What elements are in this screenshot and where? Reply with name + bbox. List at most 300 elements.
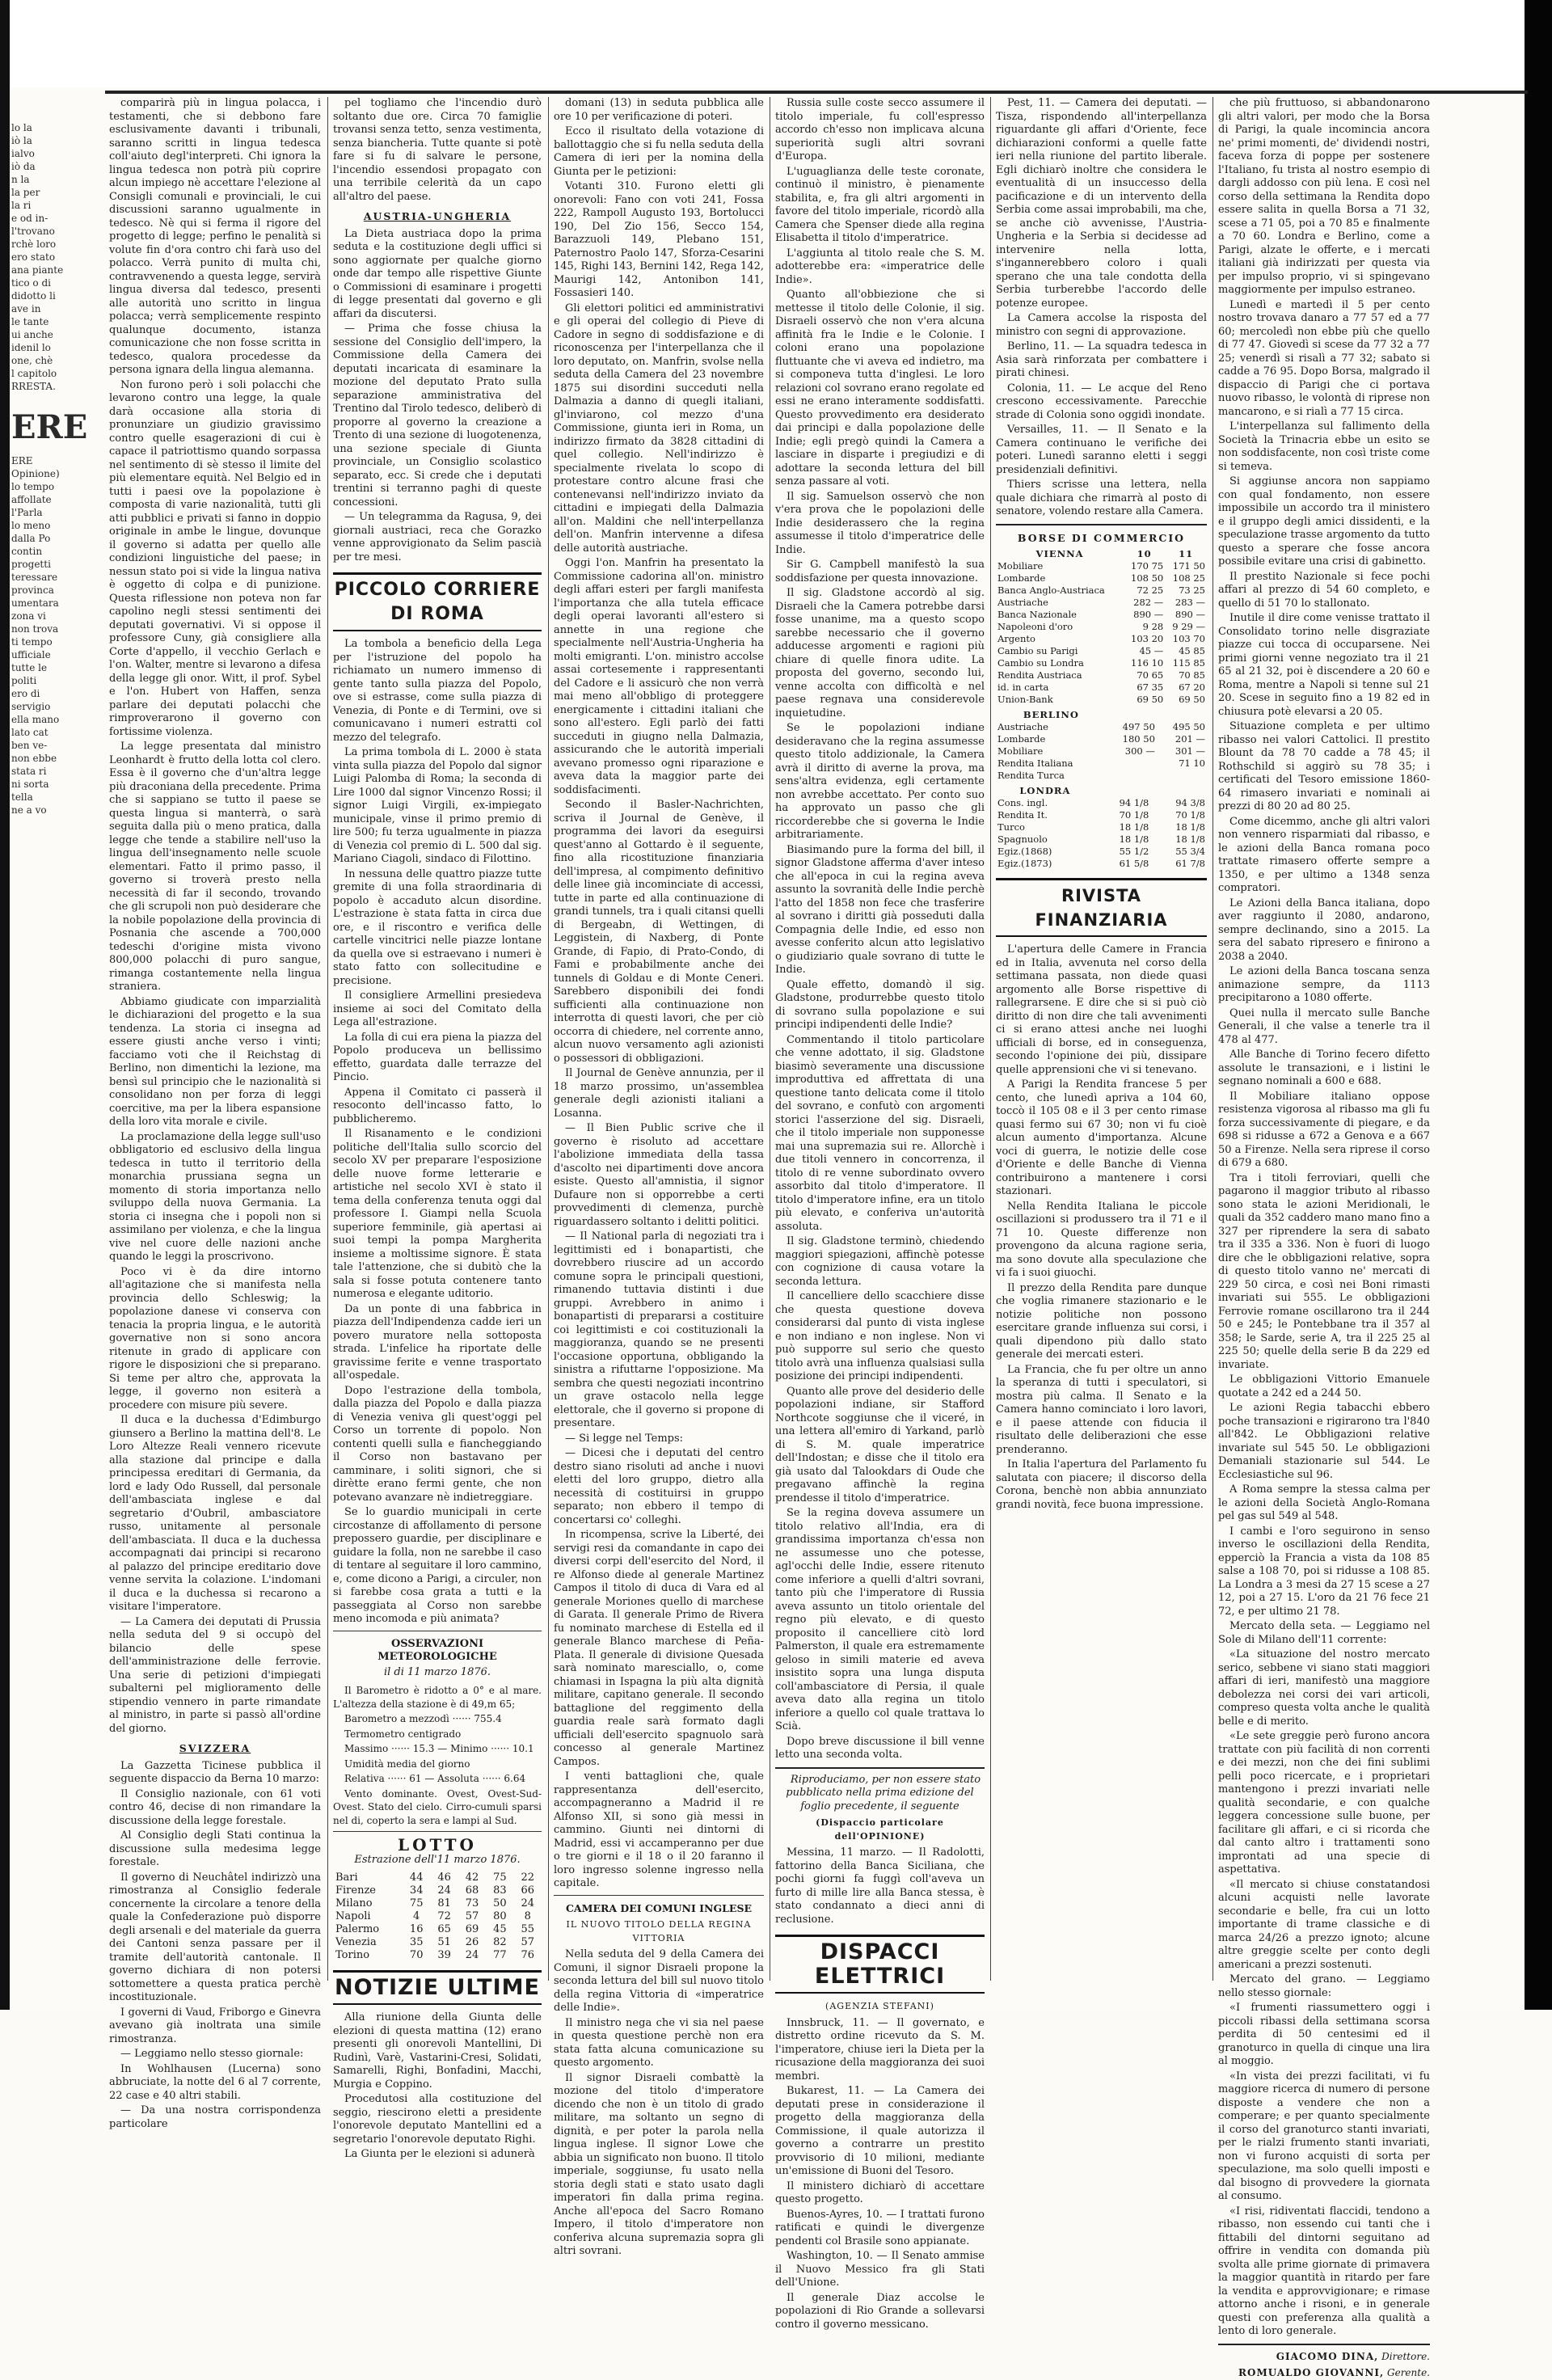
- section-heading-piccolo-corriere: PICCOLO CORRIERE DI ROMA: [333, 572, 542, 631]
- article-paragraph: La tombola a beneficio della Lega per l'istruzione del popolo ha richiamato un numero immenso di gente tanto sulla piazza del Popolo, ove si estrasse, come sulla piazza di Venezia, di Ponte e di Termini, ove si comunicavano i numeri estratti col mezzo del telegrafo.: [333, 638, 542, 744]
- article-paragraph: Inutile il dire come venisse trattato il Consolidato torino nelle disgraziate piazze cui tocca di occuparsene. Nei primi giorni venne negoziato tra il 21 65 al 21 32, poi è discendere a 20 60 e Roma, mentre a Napoli si tenne sul 21 20. Scese in seguito fino a 19 82 ed in chiusura potè elevarsi a 20 05.: [1218, 612, 1430, 718]
- article-paragraph: La Gazzetta Ticinese pubblica il seguente dispaccio da Berna 10 marzo:: [109, 1759, 321, 1785]
- article-paragraph: — Dicesi che i deputati del centro destro siano risoluti ad anche i nuovi eletti del loro gruppo, dietro alla necessità di costituirsi in gruppo separato; non ebbero il tempo di concertarsi co' colleghi.: [554, 1447, 764, 1526]
- column-3: [554, 97, 764, 2257]
- column-separator: [990, 97, 991, 1981]
- column-5: [996, 97, 1207, 1981]
- fragment-line: provinca: [11, 584, 54, 596]
- borsa-quote: 45 —: [1139, 645, 1164, 656]
- borsa-row: [996, 757, 1207, 770]
- borsa-quote: 69 50: [1137, 694, 1164, 705]
- borsa-security: Lombarde: [997, 733, 1046, 745]
- right-binding-edge: [1525, 0, 1552, 2010]
- camera-articles: [554, 1948, 764, 2259]
- article-paragraph: Dopo breve discussione il bill venne letto una seconda volta.: [775, 1735, 985, 1761]
- lotto-number: 22: [521, 1872, 535, 1884]
- article-paragraph: — Un telegramma da Ragusa, 9, dei giornali austriaci, reca che Gorazko venne approvigionato da Selim pascià per tre mesi.: [333, 511, 542, 563]
- article-paragraph: «La situazione del nostro mercato serico, sebbene vi siano stati maggiori affari di ieri, manifestò una maggiore debolezza nei corsi dei vari articoli, compreso questa volta anche le qualità belle e di merito.: [1218, 1648, 1430, 1728]
- fragment-line: zona vi: [11, 610, 46, 622]
- borsa-table-berlino: [996, 709, 1207, 782]
- fragment-line: rchè loro: [11, 238, 57, 250]
- borsa-security: id. in carta: [997, 682, 1049, 693]
- fragment-line: la ri: [11, 200, 32, 211]
- column-1-articles: [109, 97, 321, 1736]
- lotto-city: Napoli: [335, 1910, 371, 1922]
- borsa-security: Egiz.(1868): [997, 846, 1052, 857]
- borsa-row: [996, 733, 1207, 745]
- divider: [554, 1895, 764, 1896]
- article-paragraph: Le Azioni della Banca italiana, dopo aver raggiunto il 2080, andarono, sempre declinando, sino a 2015. La sera del sabato ripresero e finirono a 2038 a 2040.: [1218, 897, 1430, 963]
- divider: [996, 524, 1207, 525]
- borsa-quote: 18 1/8: [1119, 833, 1149, 845]
- lotto-number: 76: [521, 1949, 535, 1961]
- article-paragraph: Lunedì e martedì il 5 per cento nostro trovava danaro a 77 57 ed a 77 60; mercoledì non ebbe più che quello di 77 47. Giovedì si scese da 77 32 a 77 25; venerdì si risalì a 77 32; sabato si cadde a 76 95. Dopo Borsa, malgrado il dispaccio di Parigi che ci portava nuovo ribasso, le volontà di riprese non mancarono, e si rialì a 77 15 circa.: [1218, 298, 1430, 418]
- meteo-heading: OSSERVAZIONI METEOROLOGICHE: [377, 1637, 497, 1663]
- lotto-row: [333, 1936, 542, 1949]
- article-paragraph: La folla di cui era piena la piazza del Popolo produceva un bellissimo effetto, guardata dalle terrazze del Pincio.: [333, 1031, 542, 1083]
- article-paragraph: pel togliamo che l'incendio durò soltanto due ore. Circa 70 famiglie trovansi senza tetto, senza vestimenta, senza biancheria. Tutte quante si potè fare si fu di salvare le persone, l'incendio essendosi propagato con una terribile celerità da un capo all'altro del paese.: [333, 97, 542, 203]
- article-paragraph: Dopo l'estrazione della tombola, dalla piazza del Popolo e dalla piazza di Venezia veniva gli quest'oggi pel Corso un torrente di popolo. Non contenti quelli sulla e fiancheggiando il Corso non bastavano per camminare, i soliti signori, che si dirètte erano fermi gente, che non potevano avanzare nè indietreggiare.: [333, 1384, 542, 1504]
- svizzera-articles: [109, 1760, 321, 2132]
- article-paragraph: «I risi, ridiventati flaccidi, tendono a ribasso, non essendo cui tanti che i fittabili del dintorni seguitano ad offrire in vendita con domanda più svolta alle prime giornate di primavera la maggior quantità in ritardo per fare la vendita e approvvigionare; e rimase attorno anche i risoni, e in generale questi con preferenza alla qualità a lento di loro generale.: [1218, 2205, 1430, 2337]
- article-paragraph: Le azioni Regia tabacchi ebbero poche transazioni e rigirarono tra l'840 all'842. Le Obbligazioni relative invariate sul 545 50. Le obbligazioni Demaniali stazionarie sul 544. Le Ecclesiastiche sul 96.: [1218, 1402, 1430, 1481]
- lotto-city: Firenze: [335, 1884, 377, 1897]
- lotto-number: 72: [437, 1910, 451, 1922]
- borsa-quote: 171 50: [1172, 560, 1205, 572]
- column-separator: [548, 97, 549, 1981]
- borsa-quote: 300 —: [1124, 745, 1155, 757]
- column-6: [1218, 97, 1430, 2378]
- borsa-security: Turco: [997, 821, 1025, 833]
- borsa-security: Cambio su Parigi: [997, 645, 1078, 656]
- article-paragraph: Quei nulla il mercato sulle Banche Generali, il che valse a tenerle tra il 478 al 477.: [1218, 1006, 1430, 1046]
- fragment-line: la per: [11, 187, 40, 198]
- fragment-line: non trova: [11, 623, 59, 635]
- borsa-row: [996, 609, 1207, 621]
- fragment-line: ti tempo: [11, 636, 53, 648]
- fragment-line: progetti: [11, 559, 51, 570]
- lotto-number: 80: [493, 1910, 507, 1922]
- fragment-line: contin: [11, 546, 43, 557]
- borsa-city: BERLINO: [1023, 709, 1079, 720]
- borsa-quote: [1157, 770, 1207, 782]
- article-paragraph: L'interpellanza sul fallimento della Società la Trinacria ebbe un esito se non soddisfacente, non così triste come si temeva.: [1218, 420, 1430, 473]
- borsa-security: Spagnuolo: [997, 833, 1048, 845]
- lotto-number: 51: [437, 1936, 451, 1948]
- article-paragraph: «Le sete greggie però furono ancora trattate con più facilità di non correnti e dei mezzi, non che dei fini sublimi pelli poco ricercate, e i proprietari mantengono i prezzi invariati nelle qualità secondarie, e con qualche leggera concessione sulle buone, per facilitare gli affari, e ci si ricorda che dal canto altro i trattamenti sono improntati ad una specie di aspettativa.: [1218, 1730, 1430, 1876]
- column-3-articles: [554, 125, 764, 1891]
- fragment-line: ERE: [11, 455, 33, 466]
- article-paragraph: In ricompensa, scrive la Liberté, dei servigi resi da comandante in capo dei diversi corpi dell'esercito del Nord, il re Alfonso diede al generale Martinez Campos il titolo di duca di Vara ed al generale Moriones quello di marchese di Garata. Il generale Primo de Rivera fu nominato marchese di Estella ed il generale Blanco marchese di Peña-Plata. Il generale di divisione Quesada sarà nominato maresciallo, o, come chiamasi in Ispagna la più alta dignità militare, capitano generale. Il secondo battaglione del reggimento della guardia reale sarà formato dagli ufficiali dell'esercito spagnuolo sarà concesso al generale Martinez Campos.: [554, 1529, 764, 1768]
- article-paragraph: che più fruttuoso, si abbandonarono gli altri valori, per modo che la Borsa di Parigi, la quale incomincia ancora ne' primi momenti, de' dividendi nostri, faceva forza di poppe per sostenere l'Italiano, fu trista al nostro esempio di dargli addosso con più lena. E così nel corso della settimana la Rendita dopo essere salita in quella Borsa a 71 32, scese a 71 05, poi a 70 85 e finalmente a 70 60. Londra e Berlino, come a Parigi, alzate le offerte, e i mercati italiani già indirizzati per questa via per impulso proprio, vi si spingevano maggiormente per impulso estraneo.: [1218, 97, 1430, 296]
- article-paragraph: L'uguaglianza delle teste coronate, continuò il ministro, è pienamente stabilita, e, fra gli altri argomenti in favore del titolo imperiale, ricordò alla Camera che Spenser diede alla regina Elisabetta il titolo d'imperatrice.: [775, 165, 985, 244]
- borsa-quote: 116 10: [1131, 657, 1164, 669]
- column-1: [109, 97, 321, 2130]
- director-role: Direttore.: [1381, 2350, 1430, 2362]
- article-paragraph: Il governo di Neuchâtel indirizzò una rimostranza al Consiglio federale concernente la circolare a tenore della quale la Confederazione può disporre degli arsenali e del materiale da guerra dei Cantoni senza passare per il tramite dell'autorità cantonale. Il governo dichiara di non potersi sottomettere a questa pratica perchè incostituzionale.: [109, 1871, 321, 2003]
- article-paragraph: Termometro centigrado: [344, 1728, 462, 1740]
- article-paragraph: Bukarest, 11. — La Camera dei deputati prese in considerazione il progetto della maggioranza della Commissione, il quale autorizza il governo a contrarre un prestito provvisorio di 10 milioni, mediante un'emissione di Buoni del Tesoro.: [775, 2085, 985, 2177]
- article-paragraph: Nella Rendita Italiana le piccole oscillazioni si produssero tra il 71 e il 71 10. Queste differenze non provengono da alcuna ragione seria, ma sono dovute alla speculazione che vi fa i suoi giuochi.: [996, 1200, 1207, 1279]
- article-paragraph: Come dicemmo, anche gli altri valori non vennero risparmiati dal ribasso, e le azioni della Banca romana poco trattate rimasero offerte sempre a 1350, e per ultimo a 1348 senza compratori.: [1218, 815, 1430, 894]
- article-paragraph: — Da una nostra corrispondenza particolare: [109, 2104, 321, 2130]
- borsa-row: [996, 745, 1207, 757]
- fragment-line: umentara: [11, 597, 59, 609]
- article-paragraph: Da un ponte di una fabbrica in piazza dell'Indipendenza cadde ieri un povero muratore nella sottoposta strada. L'infelice ha riportate delle gravissime ferite e venne trasportato all'ospedale.: [333, 1302, 542, 1382]
- lotto-table: [333, 1872, 542, 1962]
- borsa-row: [996, 682, 1207, 694]
- borsa-quote: 283 —: [1175, 597, 1205, 608]
- fragment-line: one, chè: [11, 355, 53, 366]
- article-paragraph: L'aggiunta al titolo reale che S. M. adotterebbe era: «imperatrice delle Indie».: [775, 247, 985, 286]
- lotto-city: Torino: [335, 1949, 370, 1961]
- article-paragraph: Quanto alle prove del desiderio delle popolazioni indiane, sir Stafford Northcote soggiunse che il viceré, in una lettera all'emiro di Yarkand, parlò di S. M. quale imperatrice dell'Indostan; e disse che il titolo era già usato dal Talookdars di Oude che pregavano affinchè la regina prendesse il titolo d'imperatrice.: [775, 1385, 985, 1504]
- borsa-quote: 282 —: [1133, 597, 1164, 608]
- article-paragraph: Il Risanamento e le condizioni politiche dell'Italia sullo scorcio del secolo XV per preparare l'esposizione delle nuove forme letterarie e artistiche nel secolo XVI è stato il tema della conferenza tenuta oggi dal professore I. Giampi nella Scuola superiore femminile, già apertasi ai suoi tempi la pompa Margherita insieme a moltissime signore. È stata tale l'attenzione, che si dubitò che la sala si fosse potuta contenere tanto numerosa e elegante uditorio.: [333, 1128, 542, 1300]
- article-paragraph: Alla riunione della Giunta delle elezioni di questa mattina (12) erano presenti gli onorevoli Mantellini, Di Rudinì, Varè, Vastarini-Cresi, Solidati, Samarelli, Righi, Bonfadini, Macchi, Murgia e Coppino.: [333, 2011, 542, 2091]
- lotto-row: [333, 1884, 542, 1897]
- section-heading-austria: AUSTRIA-UNGHERIA: [363, 210, 512, 222]
- fragment-line: e od in-: [11, 213, 48, 224]
- article-paragraph: — Il National parla di negoziati tra i legittimisti ed i bonapartisti, che dovrebbero riuscire ad un accordo comune sopra le principali questioni, rimanendo tuttavia distinti i due gruppi. Avrebbero in animo i bonapartisti di prepararsi a costituire coi legittimisti e coi costituzionali la maggioranza, quando se ne presenti l'occasione opportuna, obbligando la sinistra a rifuttarne l'opposizione. Ma sembra che questi negoziati incontrino un grave ostacolo nella legge elettorale, che il governo si propone di presentare.: [554, 1230, 764, 1429]
- lotto-number: 75: [409, 1897, 424, 1909]
- camera-subheading: IL NUOVO TITOLO DELLA REGINA VITTORIA: [566, 1919, 752, 1943]
- article-paragraph: domani (13) in seduta pubblica alle ore 10 per verificazione di poteri.: [554, 97, 764, 123]
- article-paragraph: Le obbligazioni Vittorio Emanuele quotate a 242 ed a 244 50.: [1218, 1374, 1430, 1399]
- article-paragraph: Votanti 310. Furono eletti gli onorevoli: Fano con voti 241, Fossa 222, Rampoll Augusto 193, Bortolucci 190, Del Zio 156, Secco 154, Barazzuoli 149, Plebano 151, Paternostro Paolo 147, Sforza-Cesarini 145, Righi 143, Bernini 142, Rega 142, Maurigi 142, Antonibon 141, Fossasieri 140.: [554, 180, 764, 299]
- borsa-quote: 301 —: [1175, 745, 1205, 757]
- article-paragraph: — La Camera dei deputati di Prussia nella seduta del 9 si occupò del bilancio delle spese dell'amministrazione delle ferrovie. Una serie di petizioni d'impiegati subalterni pel miglioramento delle stipendio vennero in parte rimandate al ministro, in parte si passò all'ordine del giorno.: [109, 1615, 321, 1735]
- dispacci-articles: [775, 2017, 985, 2332]
- borsa-quote: 73 25: [1179, 584, 1205, 596]
- dispaccio-particolare-heading: (Dispaccio particolare dell'OPINIONE): [816, 1817, 944, 1842]
- article-paragraph: Commentando il titolo particolare che venne adottato, il sig. Gladstone biasimò severamente una discussione improduttiva ed affrettata di una questione tanto delicata come il titolo del sovrano, e confutò con argomenti storici l'asserzione del sig. Disraeli, che il titolo imperiale non supponesse mai una supremazia sui re. Allorchè i due titoli vennero in concorrenza, il titolo di re venne subordinato ovvero assorbito dal titolo d'imperatore. Il titolo d'imperatore infine, era un titolo più elevato, e conferiva un'autorità assoluta.: [775, 1033, 985, 1233]
- divider: [775, 1767, 985, 1769]
- borsa-quote: 55 1/2: [1119, 846, 1149, 857]
- lotto-number: 57: [465, 1910, 479, 1922]
- article-paragraph: Pest, 11. — Camera dei deputati. — Tisza, rispondendo all'interpellanza riguardante gli affari d'Oriente, fece dichiarazioni conformi a quelle fatte ieri nella riunione del partito liberale. Egli dichiarò inoltre che considera le eventualità di un insuccesso della pacificazione e di un intervento della Serbia come assai improbabili, ma che, se anche ciò avvenisse, l'Austria-Ungheria e la Serbia si decidesse ad intervenire nella lotta, s'ingannerebbero coloro i quali sperano che una tale condotta della Serbia turberebbe l'accordo delle potenze europee.: [996, 97, 1207, 310]
- fragment-line: tutte le: [11, 662, 48, 673]
- borsa-row: [996, 645, 1207, 657]
- article-paragraph: Il generale Diaz accolse le popolazioni di Rio Grande a sollevarsi contro il governo messicano.: [775, 2291, 985, 2331]
- fragment-line: dalla Po: [11, 533, 51, 544]
- borsa-security: Rendita Italiana: [997, 757, 1073, 769]
- article-paragraph: — Leggiamo nello stesso giornale:: [120, 2048, 304, 2060]
- fragment-line: iò da: [11, 161, 36, 172]
- lotto-heading: LOTTO: [398, 1835, 477, 1855]
- lotto-row: [333, 1897, 542, 1910]
- gerente-name: ROMUALDO GIOVANNI,: [1238, 2367, 1385, 2378]
- article-paragraph: Il duca e la duchessa d'Edimburgo giunsero a Berlino la mattina dell'8. Le Loro Altezze Reali vennero ricevute alla stazione dal principe e dalla principessa ereditari di Germania, da lord e lady Odo Russell, dal personale dell'ambasciata inglese e dal segretario d'Oubril, ambasciatore russo, unitamente al personale dell'ambasciata. Il duca e la duchessa accompagnati dai principi si recarono al palazzo del principe ereditario dove venne servita la colazione. L'indomani il duca e la duchessa si recarono a visitare l'imperatore.: [109, 1414, 321, 1613]
- article-paragraph: Il ministero dichiarò di accettare questo progetto.: [775, 2180, 985, 2205]
- borsa-security: Lombarde: [997, 572, 1046, 584]
- fragment-line: non ebbe: [11, 753, 57, 764]
- article-paragraph: Biasimando pure la forma del bill, il signor Gladstone afferma d'aver inteso che all'epoca in cui la regina aveva assunto la sovranità delle Indie perchè l'atto del 1858 non fece che trasferire al sovrano i diritti già posseduti dalla Compagnia delle Indie, ed esso non avesse conferito alcun atto legislativo o giudiziario quale sovrano di tutte le Indie.: [775, 843, 985, 976]
- article-paragraph: Vento dominante. Ovest, Ovest-Sud-Ovest. Stato del cielo. Cirro-cumuli sparsi nel di, coperto la sera e lampi al Sud.: [333, 1787, 542, 1826]
- article-paragraph: Si aggiunse ancora non sappiamo con qual fondamento, non essere impossibile un accordo tra il ministero e il gruppo degli amici dissidenti, e la speculazione trasse argomento da tutto questo a sperare che fosse ancora possibile evitare una crisi di gabinetto.: [1218, 475, 1430, 568]
- borsa-quote: 103 20: [1131, 633, 1164, 644]
- borsa-row: [996, 621, 1207, 633]
- fragment-line: lo la: [11, 122, 32, 133]
- borsa-quote: 201 —: [1175, 733, 1205, 745]
- article-paragraph: In Italia l'apertura del Parlamento fu salutata con piacere; il discorso della Corona, benchè non abbia annunziato grandi novità, fece buona impressione.: [996, 1458, 1207, 1511]
- article-paragraph: Situazione completa e per ultimo ribasso nei valori Cattolici. Il prestito Blount da 78 70 cadde a 78 45; il Rothschild si aggirò su 78 35; i certificati del Tesoro emissione 1860-64 rimasero invariati e nominali ai prezzi di 80 20 ad 80 25.: [1218, 720, 1430, 812]
- article-paragraph: Poco vi è da dire intorno all'agitazione che si manifesta nella provincia dello Schleswig; la popolazione danese vi conserva con tenacia la propria lingua, e le autorità governative non si sono ancora ritenute in grado di applicare con rigore le disposizioni che si preparano. Si teme per altro che, approvata la legge, il governo non esiterà a procedere con misure più severe.: [109, 1265, 321, 1412]
- borsa-quote: 890 —: [1175, 609, 1205, 620]
- article-paragraph: Il Barometro è ridotto a 0° e al mare. L'altezza della stazione è di 49,m 65;: [333, 1685, 542, 1710]
- lotto-subheading: Estrazione dell'11 marzo 1876.: [354, 1853, 521, 1866]
- fragment-line: ero stato: [11, 251, 56, 263]
- borsa-quote: 70 65: [1137, 669, 1164, 681]
- fragment-line: idenil lo: [11, 342, 51, 353]
- lotto-number: 75: [493, 1872, 507, 1884]
- riproduciamo-note: Riproduciamo, per non essere stato pubblicato nella prima edizione del foglio precedente, il seguente: [786, 1773, 981, 1812]
- fragment-line: ero di: [11, 688, 40, 699]
- lotto-number: 81: [437, 1897, 451, 1909]
- borsa-quote: 70 85: [1179, 669, 1205, 681]
- borsa-quote: 61 7/8: [1175, 858, 1205, 869]
- article-paragraph: I cambi e l'oro seguirono in senso inverso le oscillazioni della Rendita, epperciò la Francia a vista da 108 85 salse a 108 70, poi si ridusse a 108 85. La Londra a 3 mesi da 27 15 scese a 27 12, poi a 27 15. L'oro da 21 76 fece 21 72, e per ultimo 21 78.: [1218, 1525, 1430, 1618]
- article-paragraph: Messina, 11 marzo. — Il Radolotti, fattorino della Banca Siciliana, che pochi giorni fa fuggì coll'aveva un furto di mille lire alla Banca stessa, è stato condannato a dieci anni di reclusione.: [775, 1846, 985, 1926]
- article-paragraph: Quanto all'obbiezione che si mettesse il titolo delle Colonie, il sig. Disraeli osservò che non v'era alcuna affinità fra le Indie e le Colonie. I coloni erano una popolazione fluttuante che vi aveva ed indietro, ma si componeva tutta d'inglesi. Le loro relazioni col sovrano erano regolate ed essi ne erano interamente soddisfatti. Questo provvedimento era desiderato dai principi e dalla popolazione delle Indie; egli pregò quindi la Camera a lasciare in disparte i pregiudizi e di adottare la seconda lettura del bill senza passare al voti.: [775, 289, 985, 487]
- fragment-line: l'Parla: [11, 507, 43, 518]
- borsa-table-vienna: [996, 548, 1207, 706]
- article-paragraph: Il sig. Gladstone terminò, chiedendo maggiori spiegazioni, affinchè potesse con cognizione di causa votare la seconda lettura.: [775, 1235, 985, 1288]
- article-paragraph: La Dieta austriaca dopo la prima seduta e la costituzione degli uffici si sono aggiornate per qualche giorno onde dar tempo alle rispettive Giunte o Commissioni di esaminare i progetti di legge presentati dal governo e gli affari da discutersi.: [333, 227, 542, 320]
- borsa-security: Banca Nazionale: [997, 609, 1077, 620]
- article-paragraph: Washington, 10. — Il Senato ammise il Nuovo Messico fra gli Stati dell'Unione.: [775, 2250, 985, 2289]
- borsa-quote: 45 85: [1179, 645, 1205, 656]
- fragment-line: ufficiale: [11, 649, 51, 660]
- article-paragraph: La Camera accolse la risposta del ministro con segni di approvazione.: [996, 312, 1207, 338]
- article-paragraph: Il sig. Samuelson osservò che non v'era prova che le popolazioni delle Indie desiderassero che la regina assumesse il titolo d'imperatrice delle Indie.: [775, 490, 985, 556]
- lotto-number: 39: [437, 1949, 451, 1961]
- article-paragraph: In nessuna delle quattro piazze tutte gremite di una folla straordinaria di popolo è accaduto alcun disordine. L'estrazione è stata fatta in circa due ore, e il riscontro e verifica delle cartelle vincitrici nelle piazze lontane da quella ove si estraevano i numeri è stato fatto con sollecitudine e precisione.: [333, 867, 542, 987]
- article-paragraph: «Il mercato si chiuse constatandosi alcuni acquisti nelle lavorate secondarie e belle, fra cui un lotto importante di trame classiche e di marca 24/26 a prezzo ignoto; alcune altre greggie scelte per conto degli americani a prezzi sostenuti.: [1218, 1878, 1430, 1971]
- lotto-number: 4: [413, 1910, 420, 1922]
- article-paragraph: Tra i titoli ferroviari, quelli che pagarono il maggior tributo al ribasso sono stata le azioni Meridionali, le quali da 352 caddero mano mano fino a 327 per riprendere la sera di sabato tra il 335 a 336. Non è fuori di luogo dire che le obbligazioni relative, sopra di questo titolo vanno ne' mercati di 229 50 circa, e così nei Boni rimasti invariati sui 555. Le obbligazioni Ferrovie romane oscillarono tra il 244 50 e 245; le Pontebbane tra il 357 al 358; le Sarde, serie A, tra il 225 25 al 225 50; quelle della serie B da 229 ed invariate.: [1218, 1171, 1430, 1371]
- fragment-line: n la: [11, 174, 30, 185]
- lotto-number: 65: [437, 1923, 451, 1935]
- fragment-line: affollate: [11, 494, 52, 505]
- column-6-articles: [1218, 97, 1430, 2339]
- borsa-row: [996, 858, 1207, 870]
- borsa-quote: [1107, 770, 1157, 782]
- borsa-quote: 94 3/8: [1175, 797, 1205, 808]
- fragment-line: didotto li: [11, 290, 56, 302]
- borsa-security: Argento: [997, 633, 1035, 644]
- lotto-city: Palermo: [335, 1923, 380, 1935]
- article-paragraph: A Roma sempre la stessa calma per le azioni della Società Anglo-Romana pel gas sul 549 al 548.: [1218, 1483, 1430, 1522]
- borsa-quote: 69 50: [1179, 694, 1205, 705]
- fragment-line: l capitolo: [11, 368, 57, 379]
- fragment-line: lo meno: [11, 520, 51, 531]
- borsa-quote: 9 29 —: [1172, 621, 1205, 632]
- fragment-line: ella mano: [11, 714, 60, 725]
- article-paragraph: In Wohlhausen (Lucerna) sono abbruciate, la notte del 6 al 7 corrente, 22 case e 40 altri stabili.: [109, 2062, 321, 2102]
- lotto-number: 50: [493, 1897, 507, 1909]
- left-binding-edge: [0, 0, 10, 2010]
- fragment-line: le tante: [11, 316, 49, 327]
- article-paragraph: La Francia, che fu per oltre un anno la speranza di tutti i speculatori, si mostra più calma. Il Senato e la Camera hanno cominciato i loro lavori, e il paese attende con fiducia il risultato delle deliberazioni che esse prenderanno.: [996, 1363, 1207, 1456]
- article-paragraph: Innsbruck, 11. — Il governato, e distretto ordine ricevuto da S. M. l'imperatore, chiuse ieri la Dieta per la ricusazione della maggioranza dei suoi membri.: [775, 2016, 985, 2082]
- article-paragraph: «I frumenti riassumettero oggi i piccoli ribassi della settimana scorsa perdita di 50 centesimi ed il granoturco in quella di cinque una lira al moggio.: [1218, 2002, 1430, 2067]
- borsa-quote: 9 28: [1142, 621, 1164, 632]
- lotto-number: 44: [409, 1872, 424, 1884]
- article-paragraph: Buenos-Ayres, 10. — I trattati furono ratificati e quindi le divergenze pendenti col Brasile sono appianate.: [775, 2208, 985, 2247]
- gerente-role: Gerente.: [1387, 2367, 1430, 2378]
- borsa-row: [996, 572, 1207, 584]
- borsa-date-header: [1157, 709, 1207, 721]
- borsa-security: Union-Bank: [997, 694, 1053, 705]
- borsa-quote: 108 50: [1131, 572, 1164, 584]
- lotto-number: 68: [465, 1884, 479, 1897]
- article-paragraph: Sir G. Campbell manifestò la sua soddisfazione per questa innovazione.: [775, 559, 985, 584]
- article-paragraph: La proclamazione della legge sull'uso obbligatorio ed esclusivo della lingua tedesca in tutto il territorio della monarchia prussiana segna un momento di storia importanza nello sviluppo della nuova Germania. La storia ci insegna che i popoli non si assimilano per violenza, e che la lingua vive nel cuore delle nazioni anche quando le leggi la proscrivono.: [109, 1130, 321, 1263]
- article-paragraph: Il prestito Nazionale si fece pochi affari al prezzo di 54 60 completo, e quello di 51 70 lo stallonato.: [1218, 570, 1430, 610]
- lotto-number: 24: [521, 1897, 535, 1909]
- rivista-articles: [996, 943, 1207, 1512]
- borsa-row: [996, 833, 1207, 846]
- article-paragraph: Le azioni della Banca toscana senza animazione sempre, da 1113 precipitarono a 1080 offerte.: [1218, 965, 1430, 1004]
- lotto-number: 55: [521, 1923, 535, 1935]
- fragment-line: teressare: [11, 572, 58, 583]
- fragment-line: tella: [11, 791, 33, 803]
- divider: [1218, 2344, 1430, 2345]
- borsa-security: Rendita Austriaca: [997, 669, 1082, 681]
- lotto-row: [333, 1872, 542, 1884]
- borsa-security: Cambio su Londra: [997, 657, 1084, 669]
- column-4: [775, 97, 985, 2331]
- article-paragraph: Il signor Disraeli combattè la mozione del titolo d'imperatore dicendo che non è un titolo di grado militare, ma soltanto un segno di dignità, e per poter la parola nella lingua inglese. Il signor Lowe che abbia un significato non buono. Il titolo imperiale, soggiunse, fu usato nella storia degli stati e stato usato dagli imperatori fin dalla prima regina. Anche all'epoca del Sacro Romano Impero, il titolo d'imperatore non conferiva alcuna supremazia sopra gli altri sovrani.: [554, 2071, 764, 2257]
- article-paragraph: Il Journal de Genève annunzia, per il 18 marzo prossimo, un'assemblea generale degli azionisti italiani a Losanna.: [554, 1067, 764, 1120]
- article-paragraph: Russia sulle coste secco assumere il titolo imperiale, fu coll'espresso accordo ch'esso non implicava alcuna superiorità sugli altri sovrani d'Europa.: [775, 97, 985, 162]
- article-paragraph: Mercato del grano. — Leggiamo nello stesso giornale:: [1218, 1973, 1430, 1999]
- fragment-line: politi: [11, 675, 37, 686]
- top-margin: [0, 0, 1552, 87]
- lotto-row: [333, 1910, 542, 1923]
- article-paragraph: Il sig. Gladstone accordò al sig. Disraeli che la Camera potrebbe darsi fosse unanime, ma a questo scopo sarebbe necessario che il governo adducesse argomenti e ragioni più chiare di quelle finora udite. La proposta del governo, secondo lui, venne accolta con difficoltà e nel paese regnava una considerevole inquietudine.: [775, 587, 985, 719]
- article-paragraph: Quale effetto, domandò il sig. Gladstone, produrrebbe questo titolo di sovrano sulla popolazione e sui principi indipendenti delle Indie?: [775, 978, 985, 1031]
- borsa-security: Napoleoni d'oro: [997, 621, 1073, 632]
- borsa-date-header: 10: [1137, 548, 1152, 559]
- fragment-line: ben ve-: [11, 740, 48, 751]
- column-5-articles: [996, 97, 1207, 519]
- borsa-city: LONDRA: [1019, 785, 1071, 796]
- fragment-heading: ERE: [11, 408, 88, 446]
- borsa-security: Austriache: [997, 721, 1048, 732]
- article-paragraph: I venti battaglioni che, quale rappresentanza dell'esercito, accompagneranno a Madrid il re Alfonso XII, si sono già messi in cammino. Giunti nei dintorni di Madrid, essi vi accamperanno per due o tre giorni e il 18 o il 20 faranno il loro ingresso solenne ingresso nella capitale.: [554, 1770, 764, 1889]
- lotto-number: 24: [465, 1949, 479, 1961]
- adjacent-page-fragment: [11, 121, 100, 1940]
- borsa-date-header: 11: [1179, 548, 1194, 559]
- borsa-security: Rendita Turca: [997, 770, 1065, 781]
- column-2: [333, 97, 542, 2160]
- borsa-quote: 70 1/8: [1175, 809, 1205, 821]
- borsa-row: [996, 669, 1207, 682]
- lotto-city: Milano: [335, 1897, 373, 1909]
- article-paragraph: Alle Banche di Torino fecero difetto assolute le transazioni, e i listini le segnano nominali a 600 e 688.: [1218, 1049, 1430, 1087]
- borsa-quote: 18 1/8: [1175, 821, 1205, 833]
- borsa-row: [996, 584, 1207, 597]
- borsa-quote: 890 —: [1133, 609, 1164, 620]
- lotto-number: 77: [493, 1949, 507, 1961]
- column-separator: [327, 97, 328, 1981]
- fragment-line: ui anche: [11, 329, 53, 340]
- article-paragraph: La prima tombola di L. 2000 è stata vinta sulla piazza del Popolo dal signor Luigi Palomba di Roma; la seconda di Lire 1000 dal signor Vincenzo Rossi; il signor Luigi Virgili, ex-impiegato municipale, vinse il primo premio di lire 500; fu terza ugualmente in piazza di Venezia col premio di L. 500 dal sig. Mariano Ciagoli, sindaco di Filottino.: [333, 746, 542, 865]
- article-paragraph: Gli elettori politici ed amministrativi e gli operai del collegio di Pieve di Cadore in segno di soddisfazione e di riconoscenza per l'interpellanza che il loro deputato, on. Manfrin, svolse nella seduta della Camera del 23 novembre 1875 sui disordini succeduti nella Dalmazia a danno di quegli italiani, gl'inviarono, col mezzo d'una Commissione, giunta ieri in Roma, un indirizzo firmato da 3828 cittadini di quel collegio. Nell'indirizzo è specialmente rivelata lo scopo di protestare contro alcune frasi che contenevansi nell'indirizzo inviato da cittadini e impiegati della Dalmazia all'on. Maldini che nell'interpellanza dell'on. Manfrin intervenne a difesa delle autorità austriache.: [554, 302, 764, 555]
- austria-articles: [333, 228, 542, 565]
- camera-heading: CAMERA DEI COMUNI INGLESE: [565, 1901, 753, 1914]
- lotto-city: Bari: [335, 1872, 358, 1884]
- column-separator: [1212, 97, 1213, 1981]
- borsa-city-row: [996, 709, 1207, 721]
- column-4-articles: [775, 97, 985, 1762]
- article-paragraph: Procedutosi alla costituzione del seggio, riescirono eletti a presidente l'onorevole deputato Mantellini ed a segretario l'onorevole deputato Righi.: [333, 2093, 542, 2146]
- lotto-row: [333, 1923, 542, 1936]
- article-paragraph: Se le popolazioni indiane desideravano che la regina assumesse questo titolo addizionale, la Camera avrà il diritto di averne la prova, ma sens'altra evidenza, egli certamente non avrebbe accettato. Per conto suo ha approvato un passo che gli riccorderebbe che si governa le Indie arbitrariamente.: [775, 722, 985, 841]
- director-signature: [1218, 2350, 1430, 2364]
- article-paragraph: Al Consiglio degli Stati continua la discussione sulla medesima legge forestale.: [109, 1829, 321, 1868]
- lotto-number: 82: [493, 1936, 507, 1948]
- article-paragraph: — Il Bien Public scrive che il governo è risoluto ad accettare l'abolizione immediata della tassa d'ascolto nei dipartimenti dove ancora esiste. Questo all'amnistia, il signor Dufaure non si opporrebbe a certi provvedimenti di clemenza, purchè riguardassero soltanto i delitti politici.: [554, 1122, 764, 1228]
- borsa-date-header: [1094, 785, 1151, 797]
- divider: [333, 1831, 542, 1832]
- article-paragraph: Non furono però i soli polacchi che levarono contro una legge, la quale darà occasione alla storia di pronunziare un giudizio gravissimo contro quelle esagerazioni di cui è capace il patriottismo quando sorpassa nel sentimento di sè stesso il limite del più elementare equità. Nel Belgio ed in tutti i paesi ove la popolazione è composta di varie nazionalità, tutti gli atti pubblici e privati si fanno in doppio originale in ambe le lingue, dovunque il governo si adatta per quello alle condizioni linguistiche del paese; in nessun stato poi si vide la lingua nativa è oggetto di colpa e di punizione. Questa riflessione non poteva non far capolino negli stessi sentimenti dei deputati governativi. Vi si oppose il professore Cuny, già consigliere alla Corte d'appello, il vecchio Gerlach e l'on. Walter, mentre si levarono a difesa della legge gli onor. Witt, il prof. Sybel e l'on. Hubert von Haffen, senza parlare dei deputati polacchi che rimproverarono il governo con fortissime violenza.: [109, 378, 321, 738]
- borsa-quote: [1107, 757, 1157, 770]
- borsa-row: [996, 694, 1207, 706]
- lotto-number: 57: [521, 1936, 535, 1948]
- borse-heading: BORSE DI COMMERCIO: [1017, 531, 1186, 544]
- lotto-number: 66: [521, 1884, 535, 1897]
- fragment-line: stata ri: [11, 766, 47, 777]
- borsa-table-londra: [996, 785, 1207, 870]
- borsa-quote: 180 50: [1122, 733, 1155, 745]
- section-heading-rivista-finanziaria: RIVISTA FINANZIARIA: [996, 878, 1207, 937]
- article-paragraph: Il consigliere Armellini presiedeva insieme ai soci del Comitato della Lega all'estrazione.: [333, 990, 542, 1028]
- borsa-quote: 115 85: [1172, 657, 1205, 669]
- article-paragraph: Il ministro nega che vi sia nel paese in questa questione perchè non era stata fatta alcuna comunicazione su questo argomento.: [554, 2016, 764, 2069]
- fragment-line: l'trovano: [11, 226, 55, 237]
- lotto-number: 73: [465, 1897, 479, 1909]
- article-paragraph: Il Consiglio nazionale, con 61 voti contro 46, decise di non rimandare la discussione della legge forestale.: [109, 1787, 321, 1827]
- borsa-row: [996, 657, 1207, 669]
- borsa-quote: 61 5/8: [1119, 858, 1149, 869]
- article-paragraph: Il prezzo della Rendita pare dunque che voglia rimanere stazionario e le notizie politiche non possono esercitare grande influenza sui corsi, i quali dipendono più dallo stato generale dei mercati esteri.: [996, 1281, 1207, 1361]
- fragment-line: Opinione): [11, 468, 60, 479]
- borsa-security: Austriache: [997, 597, 1048, 608]
- article-paragraph: Thiers scrisse una lettera, nella quale dichiara che rimarrà al posto di senatore, volendo restare alla Camera.: [996, 479, 1207, 517]
- meteo-date: il di 11 marzo 1876.: [383, 1665, 491, 1678]
- borsa-quote: 70 1/8: [1119, 809, 1149, 821]
- lotto-number: 46: [437, 1872, 451, 1884]
- fragment-line: ana piante: [11, 264, 64, 276]
- article-paragraph: Massimo ······ 15.3 — Minimo ······ 10.1: [344, 1743, 534, 1754]
- article-paragraph: L'apertura delle Camere in Francia ed in Italia, avvenuta nel corso della settimana passata, non diede quasi argomento alle Borse rispettive di rallegrarsene. E dire che si si può ciò diritto di non dire che tali avvenimenti ci si erano attesi anche nei luoghi ufficiali di borse, ed in conseguenza, secondo l'opinione dei più, dissipare quelle apprensioni che vi si tenevano.: [996, 943, 1207, 1076]
- lotto-number: 8: [524, 1910, 531, 1922]
- piccolo-corriere-articles: [333, 638, 542, 1627]
- borsa-quote: 55 3/4: [1175, 846, 1205, 857]
- lotto-number: 70: [409, 1949, 424, 1961]
- borsa-row: [996, 633, 1207, 645]
- article-paragraph: Se la regina doveva assumere un titolo relativo all'India, era di grandissima importanza ch'essa non ne assumesse uno che potesse, agl'occhi delle Indie, essere ritenuto come inferiore a quelli d'altri sovrani, tanto più che l'imperatore di Russia aveva assunto un titolo orientale del regno più elevato, e di questo proposito il cancelliere citò lord Palmerston, il quale era estremamente geloso in simili materie ed aveva insistito sopra una lunga disputa coll'ambasciatore di Persia, il quale aveva dato alla regina un titolo inferiore a quello col quale trattava lo Scià.: [775, 1507, 985, 1732]
- section-heading-svizzera: SVIZZERA: [179, 1742, 251, 1754]
- fragment-line: lo tempo: [11, 481, 55, 492]
- fragment-line: ni sorta: [11, 779, 49, 790]
- borsa-row: [996, 721, 1207, 733]
- lotto-number: 83: [493, 1884, 507, 1897]
- borsa-city: VIENNA: [1035, 548, 1084, 559]
